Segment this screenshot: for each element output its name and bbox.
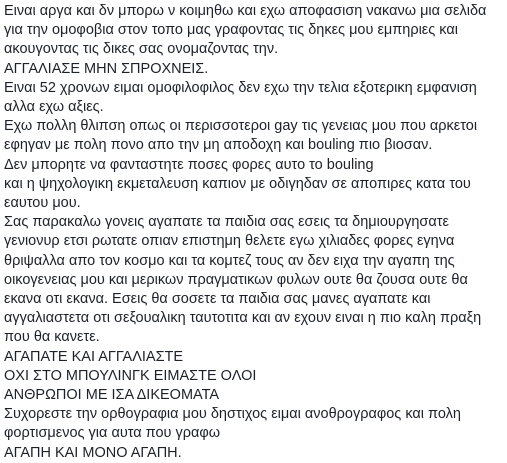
- post-slogan-equal-rights: ΑΝΘΡΩΠΟΙ ΜΕ ΙΣΑ ΔΙΚΕΟΜΑΤΑ: [4, 387, 220, 404]
- post-paragraph-parents: Σας παρακαλω γονεις αγαπατε τα παιδια σας εσεις τα δημιουργησατε γενιονυρ ετσι ρωτατε οπιαν επιστημη θελετε εγω χιλιαδες φορες εγηνα θριψαλλα απο τον κοσμο και τα κομτεζ τους αν δεν ειχα την αγαπη της οικογενειας μου και μερικων πραγματικων φυλων ουτε θα ζουσα ουτε θα εκανα οτι εκανα. Εσεις θα σοσετε τα παιδια σας μανες αγαπατε και αγγαλιαστετα οτι σεξουαλικη ταυτοτιτα και αν εχουν ειναι η πιο καλη πραξη που θα κανετε.: [4, 214, 482, 346]
- post-slogan-only-love: ΑΓΑΠΗ ΚΑΙ ΜΟΝΟ ΑΓΑΠΗ.: [4, 444, 182, 461]
- post-paragraph-exploitation: και η ψηχολογικη εκμεταλευση καπιον με οδιγηδαν σε αποπιρες κατα του εαυτου μου.: [4, 175, 471, 212]
- post-paragraph-sadness: Εχω πολλη θλιπση οπως οι περισσοτεροι gay τις γενειας μου που αρκετοι εφηγαν με πολη πονο απο την μη αποδοχη και bouling πιο βιοσαν.: [4, 118, 478, 154]
- post-paragraph-bullying: Δεν μπορητε να φανταστητε ποσες φορες αυτο το bouling: [4, 156, 374, 173]
- post-slogan-no-bullying: ΟΧΙ ΣΤΟ ΜΠΟΥΛΙΝΓΚ ΕΙΜΑΣΤΕ ΟΛΟΙ: [4, 367, 257, 384]
- post-paragraph-intro: Ειναι αργα και δν μπορω ν κοιμηθω και εχω αποφασιση νακανω μια σελιδα για την ομοφοβια στον τοπο μας γραφοντας τις δηκες μου εμπηριες και ακουγοντας τις δικες σας ονομαζοντας την.: [4, 3, 487, 58]
- post-slogan-love-hug: ΑΓΑΠΑΤΕ ΚΑΙ ΑΓΓΑΛΙΑΣΤΕ: [4, 348, 184, 365]
- post-paragraph-age: Ειναι 52 χρονων ειμαι ομοφιλοφιλος δεν εχω την τελια εξοτερικη εμφανιση αλλα εχω αξιες.: [4, 79, 477, 116]
- post-paragraph-spelling: Συχορεστε την ορθογραφια μου δηστιχος ειμαι ανοθρογραφος και πολη φορτισμενος για αυτα που γραφω: [4, 406, 461, 442]
- post-paragraph-hug: ΑΓΓΑΛΙΑΣΕ ΜΗΝ ΣΠΡΟΧΝΕΙΣ.: [4, 60, 209, 77]
